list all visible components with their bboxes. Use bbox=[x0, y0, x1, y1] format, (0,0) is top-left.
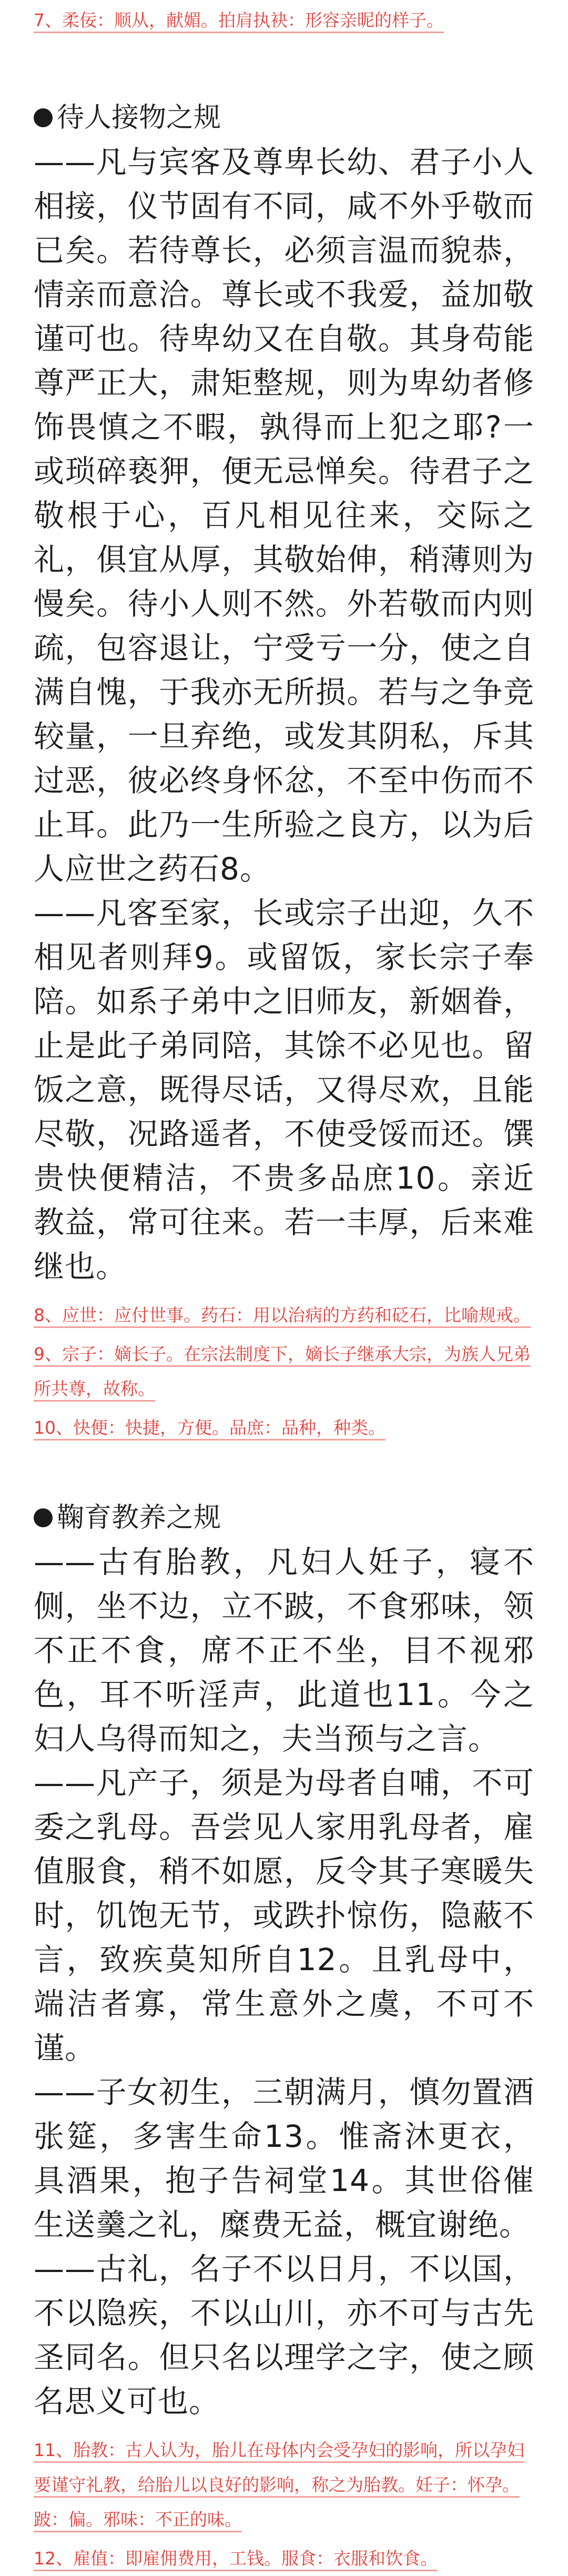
paragraph: ——凡客至家，长或宗子出迎，久不相见者则拜9。或留饭，家长宗子奉陪。如系子弟中之旧师友，新姻眷，止是此子弟同陪，其馀不必见也。留饭之意，既得尽话，又得尽欢，且能尽敬，况路遥者，不使受馁而还。馔贵快便精洁，不贵多品庶10。亲近教益，常可往来。若一丰厚，后来难继也。 bbox=[34, 895, 534, 1284]
section-heading-text: 鞠育教养之规 bbox=[57, 1502, 221, 1534]
section-heading bbox=[34, 96, 534, 140]
paragraph: ——子女初生，三朝满月，慎勿置酒张筵，多害生命13。惟斋沐更衣，具酒果，抱子告祠堂14。其世俗催生送羹之礼，糜费无益，概宜谢绝。 bbox=[34, 2074, 534, 2243]
footnote-10: 10、快便：快捷，方便。品庶：品种，种类。 bbox=[34, 1417, 386, 1438]
section-hospitality bbox=[34, 96, 534, 1445]
section-upbringing bbox=[34, 1496, 534, 2576]
section-heading-text: 待人接物之规 bbox=[57, 102, 221, 134]
paragraph: ——古礼，名子不以日月，不以国，不以隐疾，不以山川，亦不可与古先圣同名。但只名以理学之字，使之顾名思义可也。 bbox=[34, 2251, 534, 2419]
footnote-9: 9、宗子：嫡长子。在宗法制度下，嫡长子继承大宗，为族人兄弟所共尊，故称。 bbox=[34, 1344, 531, 1399]
footnote-8: 8、应世：应付世事。药石：用以治病的方药和砭石，比喻规戒。 bbox=[34, 1305, 531, 1325]
bullet-dot-icon bbox=[34, 108, 53, 127]
bullet-dot-icon bbox=[34, 1508, 53, 1527]
paragraph: ——凡产子，须是为母者自哺，不可委之乳母。吾尝见人家用乳母者，雇值服食，稍不如愿，反令其子寒暖失时，饥饱无节，或跌扑惊伤，隐蔽不言，致疾莫知所自12。且乳母中，端洁者寡，常生意外之虞，不可不谨。 bbox=[34, 1765, 534, 2066]
paragraph: ——古有胎教，凡妇人妊子，寝不侧，坐不边，立不跛，不食邪味，领不正不食，席不正不坐，目不视邪色，耳不听淫声，此道也11。今之妇人乌得而知之，夫当预与之言。 bbox=[34, 1544, 534, 1757]
footnote-11: 11、胎教：古人认为，胎儿在母体内会受孕妇的影响，所以孕妇要谨守礼教，给胎儿以良好的影响，称之为胎教。妊子：怀孕。跛：偏。邪味：不正的味。 bbox=[34, 2440, 524, 2530]
footnotes bbox=[34, 2433, 534, 2576]
footnote-7: 7、柔佞：顺从，献媚。拍肩执袂：形容亲昵的样子。 bbox=[34, 10, 444, 31]
article-page bbox=[0, 3, 568, 2569]
footnote-12: 12、雇值：即雇佣费用，工钱。服食：衣服和饮食。 bbox=[34, 2548, 438, 2569]
section-heading bbox=[34, 1496, 534, 1540]
footnotes bbox=[34, 1298, 534, 1445]
paragraph: ——凡与宾客及尊卑长幼、君子小人相接，仪节固有不同，咸不外乎敬而已矣。若待尊长，必须言温而貌恭，情亲而意洽。尊长或不我爱，益加敬谨可也。待卑幼又在自敬。其身苟能尊严正大，肃矩整规，则为卑幼者修饰畏慎之不暇，孰得而上犯之耶?一或琐碎亵狎，便无忌惮矣。待君子之敬根于心，百凡相见往来，交际之礼，俱宜从厚，其敬始伸，稍薄则为慢矣。待小人则不然。外若敬而内则疏，包容退让，宁受亏一分，使之自满自愧，于我亦无所损。若与之争竞较量，一旦弃绝，或发其阴私，斥其过恶，彼必终身怀忿，不至中伤而不止耳。此乃一生所验之良方，以为后人应世之药石8。 bbox=[34, 144, 534, 887]
